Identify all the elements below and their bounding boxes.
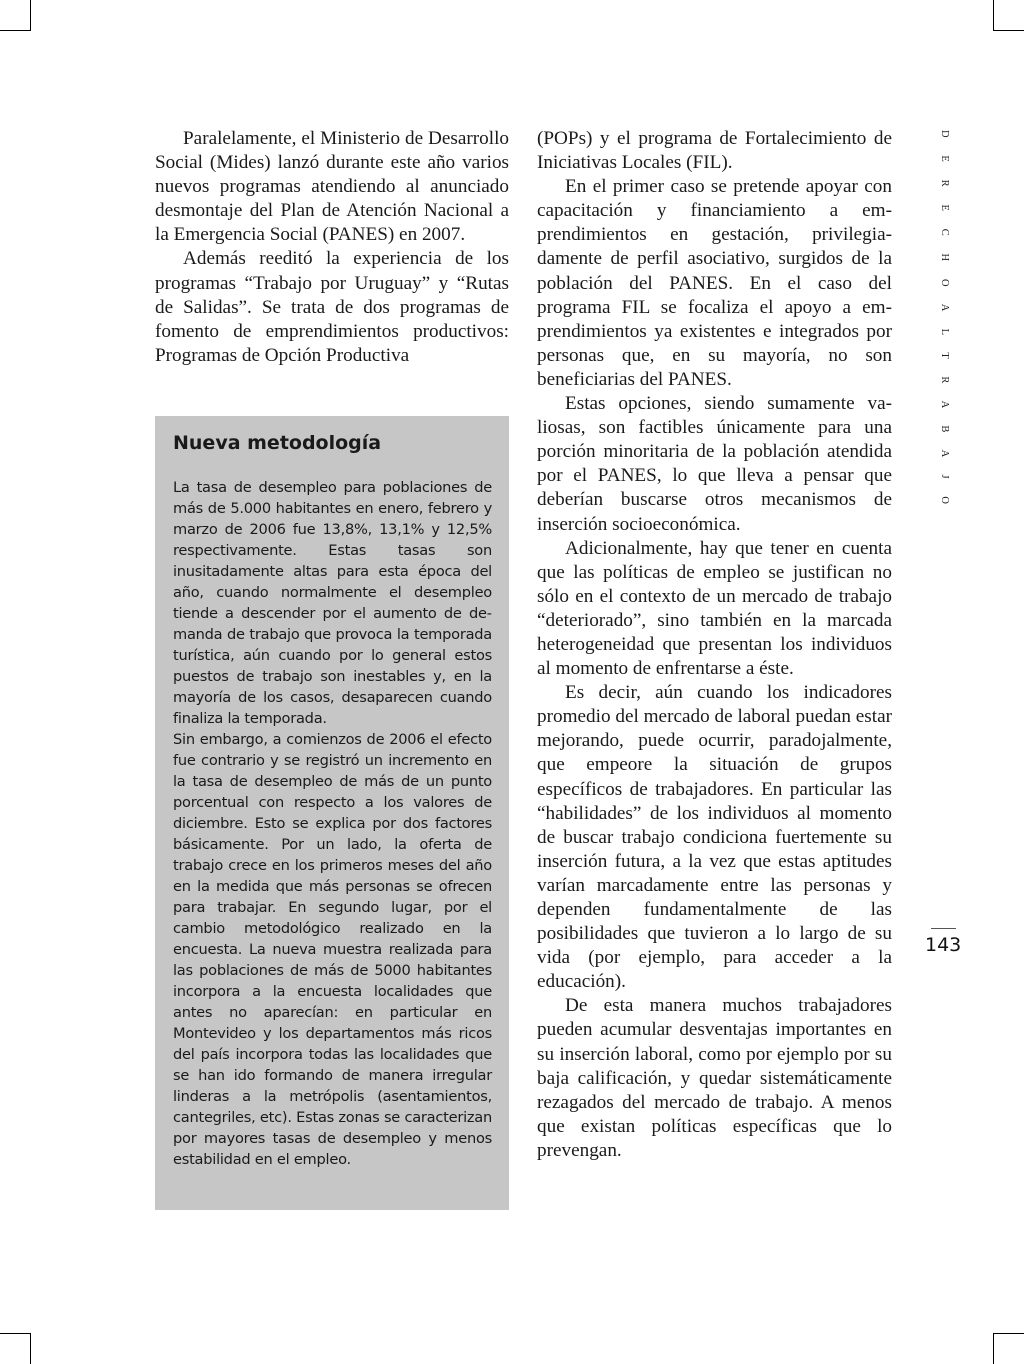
right-paragraph-4: Adicionalmente, hay que tener en cuenta que las políticas de empleo se justifican no sólo en el contexto de un mercado de trabajo “deteriorado”, sino también en la marcada heterogeneidad que presentan los individuos al momento de enfrentarse a éste. [537,537,892,680]
right-paragraph-1: (POPs) y el programa de Fortalecimiento de Iniciativas Locales (FIL). [537,128,892,174]
right-paragraph-6: De esta manera muchos trabajadores pueden acumular desventajas importantes en su inserción laboral, como por ejemplo por su baja calificación, y quedar sistemáticamente rezagados del mercado de trabajo. A menos que existan políticas específicas que lo prevengan. [537,995,892,1161]
page-number-rule [931,928,956,929]
crop-mark-bottom-right-horizontal [993,1333,1024,1334]
running-head: D E R E C H O A L T R A B A J O [939,130,950,512]
crop-mark-top-left-horizontal [0,30,31,31]
right-paragraph-5: Es decir, aún cuando los indicadores promedio del mercado de laboral puedan estar mejorando, puede ocurrir, paradojalmente, que empeore la situación de grupos específicos de trabajadores. En particular las “habilidades” de los individuos al momento de buscar trabajo condiciona fuertemente su inserción futura, a la vez que estas aptitudes varían marcadamente entre las personas y dependen fundamentalmente de las posibilidades que tuvieron a lo largo de su vida (por ejemplo, para acceder a la educación). [537,682,892,993]
left-column [155,127,509,368]
sidebar-box-title: Nueva metodología [173,432,382,454]
left-paragraph-1: Paralelamente, el Ministerio de Desarrollo Social (Mides) lanzó durante este año varios nuevos programas atendiendo al anunciado desmontaje del Plan de Atención Nacional a la Emergencia Social (PANES) en 2007. [155,128,509,246]
sidebar-paragraph-1: La tasa de desempleo para poblaciones de más de 5.000 habitantes en enero, febrero y marzo de 2006 fue 13,8%, 13,1% y 12,5% respectivamente. Estas tasas son inusitadamente altas para esta época del año, cuando normalmente el desempleo tiende a descender por el aumento de demanda de trabajo que provoca la temporada turística, aún cuando por lo general estos puestos de trabajo son inestables y, en la mayoría de los casos, desaparecen cuando finaliza la temporada. [173,479,492,727]
crop-mark-top-right-horizontal [993,30,1024,31]
page-number: 143 [925,934,962,956]
sidebar-box-body [173,477,492,1170]
crop-mark-bottom-left-horizontal [0,1333,31,1334]
right-paragraph-3: Estas opciones, siendo sumamente valiosas, son factibles únicamente para una porción minoritaria de la población atendida por el PANES, lo que lleva a pensar que deberían buscarse otros mecanismos de inserción socioeconómica. [537,393,892,535]
right-paragraph-2: En el primer caso se pretende apoyar con capacitación y financiamiento a emprendimientos en gestación, privilegiadamente de perfil asociativo, surgidos de la población del PANES. En el caso del programa FIL se focaliza el apoyo a emprendimientos ya existentes e integrados por personas que, en su mayoría, no son beneficiarias del PANES. [537,176,892,390]
left-paragraph-2: Además reeditó la experiencia de los programas “Trabajo por Uruguay” y “Rutas de Salidas”. Se trata de dos programas de fomento de emprendimientos productivos: Programas de Opción Productiva [155,248,509,366]
crop-mark-bottom-right-vertical [993,1333,994,1364]
crop-mark-bottom-left-vertical [30,1333,31,1364]
right-column [537,127,892,1163]
sidebar-paragraph-2: Sin embargo, a comienzos de 2006 el efecto fue contrario y se registró un incremento en la tasa de desempleo de más de un punto porcentual con respecto a los valores de diciembre. Esto se explica por dos factores básicamente. Por un lado, la oferta de trabajo crece en los primeros meses del año en la medida que más personas se ofrecen para trabajar. En segundo lugar, por el cambio metodológico realizado en la encuesta. La nueva muestra realizada para las poblaciones de más de 5000 habitantes incorpora a la encuesta localidades que antes no aparecían: en particular en Montevideo y los departamentos más ricos del país incorpora todas las localidades que se han ido formando de manera irregular linderas a la metrópolis (asentamientos, cantegriles, etc). Estas zonas se caracterizan por mayores tasas de desempleo y menos estabilidad en el empleo. [173,731,492,1168]
crop-mark-top-left-vertical [30,0,31,31]
crop-mark-top-right-vertical [993,0,994,31]
sidebar-box [155,416,509,1210]
